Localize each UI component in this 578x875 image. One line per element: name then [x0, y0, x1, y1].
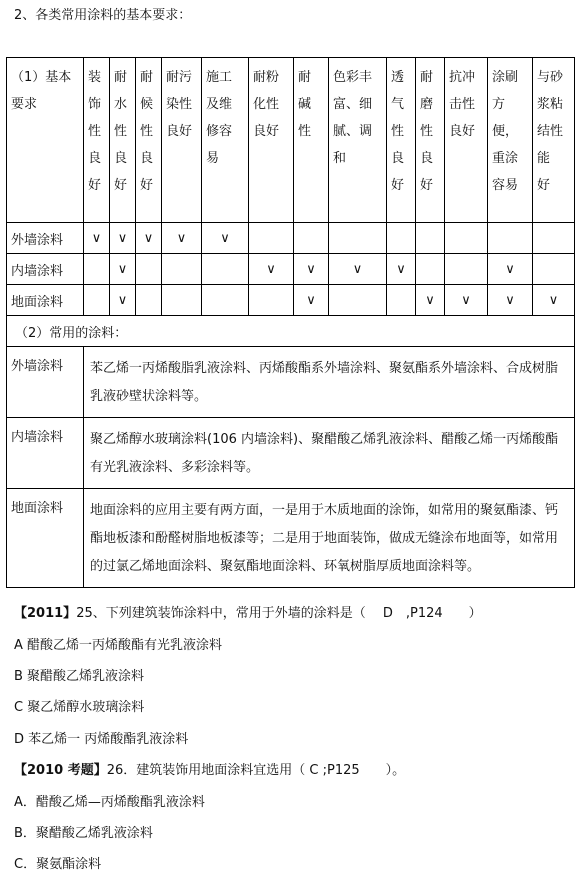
column-header — [329, 58, 387, 223]
check-cell: ∨ — [329, 254, 387, 285]
check-cell — [329, 223, 387, 254]
check-cell — [249, 285, 294, 316]
check-cell — [162, 254, 202, 285]
header-text: 磨 — [420, 97, 434, 112]
option-c: C 聚乙烯醇水玻璃涂料 — [14, 700, 145, 715]
header-text: 方 — [492, 97, 506, 112]
section2-row — [7, 316, 575, 347]
header-text: 好 — [391, 178, 405, 193]
column-header — [416, 58, 445, 223]
check-cell: ∨ — [84, 223, 110, 254]
check-cell — [387, 223, 416, 254]
check-cell — [202, 254, 249, 285]
usage-label: 外墙涂料 — [7, 347, 84, 418]
header-text: 要求 — [11, 97, 38, 112]
section2-title: （2）常用的涂料： — [7, 316, 575, 347]
header-text: 涂刷 — [492, 70, 519, 85]
header-text: 气 — [391, 97, 405, 112]
check-cell: ∨ — [533, 285, 575, 316]
header-text: 击性 — [449, 97, 476, 112]
column-header — [84, 58, 110, 223]
table-row — [7, 254, 575, 285]
column-header — [136, 58, 162, 223]
check-cell — [416, 254, 445, 285]
header-text: 和 — [333, 151, 347, 166]
header-text: 能 — [537, 151, 551, 166]
usage-label: 内墙涂料 — [7, 418, 84, 489]
coating-requirements-table — [6, 57, 575, 588]
check-cell — [249, 223, 294, 254]
column-header — [387, 58, 416, 223]
header-text: 良 — [140, 151, 154, 166]
check-cell: ∨ — [249, 254, 294, 285]
header-text: 易 — [206, 151, 220, 166]
header-text: 良好 — [449, 124, 476, 139]
header-text: 良 — [420, 151, 434, 166]
header-text: 好 — [537, 178, 551, 193]
header-text: 装 — [88, 70, 102, 85]
check-cell: ∨ — [136, 223, 162, 254]
row-label: 地面涂料 — [7, 285, 84, 316]
option-a: A．醋酸乙烯—丙烯酸酯乳液涂料 — [14, 795, 205, 810]
question-text: 25、下列建筑装饰涂料中，常用于外墙的涂料是（ D ,P124 ） — [76, 606, 482, 621]
header-text: 性 — [420, 124, 434, 139]
column-header — [249, 58, 294, 223]
check-cell — [162, 285, 202, 316]
option-b: B．聚醋酸乙烯乳液涂料 — [14, 826, 153, 841]
header-text: 性 — [114, 124, 128, 139]
header-text: 耐污 — [166, 70, 193, 85]
header-text: 耐粉 — [253, 70, 280, 85]
header-text: （1）基本 — [11, 70, 72, 85]
row-label: 外墙涂料 — [7, 223, 84, 254]
usage-text: 聚乙烯醇水玻璃涂料(106 内墙涂料)、聚醋酸乙烯乳液涂料、醋酸乙烯一丙烯酸酯有光乳液涂料、多彩涂料等。 — [84, 418, 575, 489]
check-cell: ∨ — [445, 285, 488, 316]
check-cell: ∨ — [488, 254, 533, 285]
check-cell: ∨ — [416, 285, 445, 316]
header-text: 好 — [88, 178, 102, 193]
header-text: 性 — [140, 124, 154, 139]
header-text: 候 — [140, 97, 154, 112]
question-2011 — [14, 602, 482, 621]
check-cell — [294, 223, 329, 254]
check-cell: ∨ — [110, 223, 136, 254]
usage-text: 苯乙烯一丙烯酸脂乳液涂料、丙烯酸酯系外墙涂料、聚氨酯系外墙涂料、合成树脂乳液砂壁状涂料等。 — [84, 347, 575, 418]
option-b: B 聚醋酸乙烯乳液涂料 — [14, 669, 145, 684]
header-text: 便， — [492, 124, 519, 139]
check-cell — [136, 285, 162, 316]
table-row — [7, 285, 575, 316]
column-header — [445, 58, 488, 223]
question-2010 — [14, 759, 405, 778]
check-cell — [136, 254, 162, 285]
check-cell — [445, 254, 488, 285]
check-cell — [533, 254, 575, 285]
header-text: 色彩丰 — [333, 70, 373, 85]
header-text: 良 — [114, 151, 128, 166]
option-c: C．聚氨酯涂料 — [14, 857, 102, 872]
check-cell — [84, 285, 110, 316]
check-cell: ∨ — [387, 254, 416, 285]
check-cell: ∨ — [202, 223, 249, 254]
check-cell: ∨ — [110, 285, 136, 316]
check-cell: ∨ — [294, 285, 329, 316]
question-text: 26．建筑装饰用地面涂料宜选用（ C ;P125 ）。 — [106, 763, 406, 778]
header-text: 性 — [391, 124, 405, 139]
header-text: 透 — [391, 70, 405, 85]
header-text: 重涂 — [492, 151, 519, 166]
header-text: 好 — [114, 178, 128, 193]
question-tag: 【2011】 — [14, 606, 77, 621]
usage-label: 地面涂料 — [7, 489, 84, 588]
header-text: 容易 — [492, 178, 519, 193]
header-text: 化性 — [253, 97, 280, 112]
header-text: 耐 — [140, 70, 154, 85]
header-text: 耐 — [298, 70, 312, 85]
check-cell — [84, 254, 110, 285]
header-text: 及维 — [206, 97, 233, 112]
header-text: 富、细 — [333, 97, 373, 112]
header-text: 水 — [114, 97, 128, 112]
check-cell — [445, 223, 488, 254]
column-header — [162, 58, 202, 223]
header-text: 良好 — [166, 124, 193, 139]
column-header — [533, 58, 575, 223]
table-header-row — [7, 58, 575, 223]
header-text: 耐 — [420, 70, 434, 85]
usage-text: 地面涂料的应用主要有两方面，一是用于木质地面的涂饰，如常用的聚氨酯漆、钙酯地板漆和酚醛树脂地板漆等；二是用于地面装饰，做成无缝涂布地面等，如常用的过氯乙烯地面涂料、聚氨酯地面涂料、环氧树脂厚质地面涂料等。 — [84, 489, 575, 588]
header-text: 染性 — [166, 97, 193, 112]
header-text: 施工 — [206, 70, 233, 85]
check-cell — [488, 223, 533, 254]
column-header — [488, 58, 533, 223]
check-cell: ∨ — [488, 285, 533, 316]
table-row — [7, 223, 575, 254]
check-cell — [387, 285, 416, 316]
column-header — [110, 58, 136, 223]
column-header — [202, 58, 249, 223]
check-cell — [533, 223, 575, 254]
question-tag: 【2010 考题】 — [14, 763, 107, 778]
corner-header — [7, 58, 84, 223]
header-text: 好 — [420, 178, 434, 193]
column-header — [294, 58, 329, 223]
header-text: 良 — [391, 151, 405, 166]
header-text: 耐 — [114, 70, 128, 85]
check-cell — [416, 223, 445, 254]
header-text: 腻、调 — [333, 124, 373, 139]
header-text: 好 — [140, 178, 154, 193]
option-a: A 醋酸乙烯一丙烯酸酯有光乳液涂料 — [14, 638, 223, 653]
check-cell: ∨ — [294, 254, 329, 285]
header-text: 修容 — [206, 124, 233, 139]
header-text: 性 — [88, 124, 102, 139]
header-text: 性 — [298, 124, 312, 139]
usage-row — [7, 489, 575, 588]
row-label: 内墙涂料 — [7, 254, 84, 285]
option-d: D 苯乙烯一 丙烯酸酯乳液涂料 — [14, 732, 189, 747]
header-text: 抗冲 — [449, 70, 476, 85]
usage-row — [7, 418, 575, 489]
check-cell: ∨ — [162, 223, 202, 254]
header-text: 浆粘 — [537, 97, 564, 112]
header-text: 碱 — [298, 97, 312, 112]
header-text: 良 — [88, 151, 102, 166]
check-cell: ∨ — [110, 254, 136, 285]
section-heading: 2、各类常用涂料的基本要求： — [14, 8, 192, 23]
header-text: 结性 — [537, 124, 564, 139]
header-text: 与砂 — [537, 70, 564, 85]
header-text: 良好 — [253, 124, 280, 139]
check-cell — [329, 285, 387, 316]
header-text: 饰 — [88, 97, 102, 112]
check-cell — [202, 285, 249, 316]
usage-row — [7, 347, 575, 418]
